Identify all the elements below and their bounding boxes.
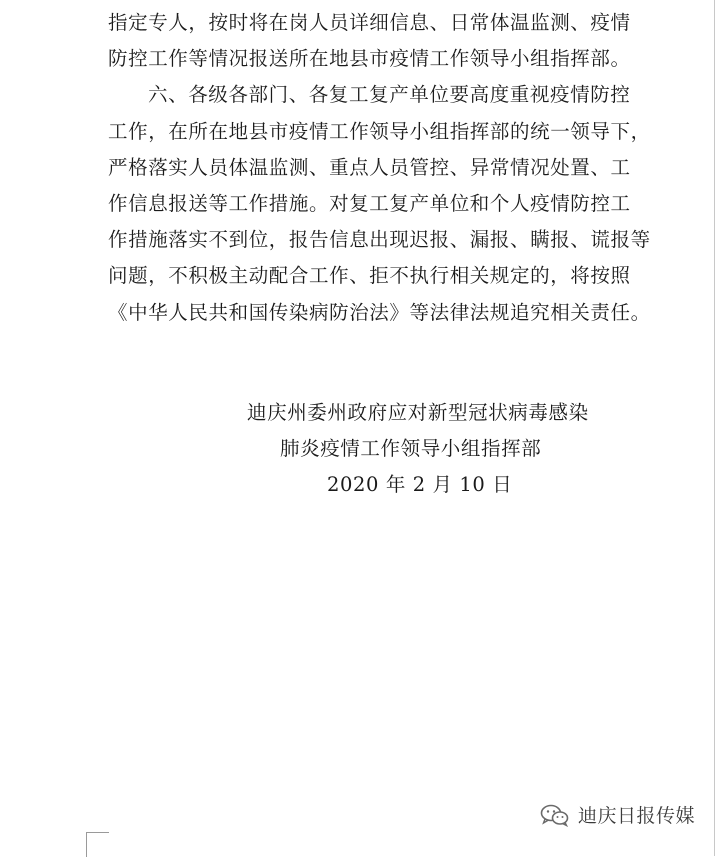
document-body: [108, 5, 651, 331]
body-line: 防控工作等情况报送所在地县市疫情工作领导小组指挥部。: [108, 47, 631, 71]
signature-org-line1: 迪庆州委州政府应对新型冠状病毒感染: [247, 401, 589, 424]
body-line: 作措施落实不到位，报告信息出现迟报、漏报、瞒报、谎报等: [108, 228, 651, 252]
body-line: 问题，不积极主动配合工作、拒不执行相关规定的，将按照: [108, 264, 631, 288]
watermark-text: 迪庆日报传媒: [577, 805, 695, 827]
body-line-paragraph-start: 六、各级各部门、各复工复产单位要高度重视疫情防控: [148, 83, 631, 107]
page-corner-mark: [86, 832, 109, 857]
page-edge-divider: [714, 0, 715, 856]
signature-org-line2: 肺炎疫情工作领导小组指挥部: [280, 437, 542, 461]
signature-date: 2020 年 2 月 10 日: [327, 473, 513, 497]
watermark: [540, 801, 695, 828]
body-line: 严格落实人员体温监测、重点人员管控、异常情况处置、工: [108, 155, 631, 179]
body-line: 作信息报送等工作措施。对复工复产单位和个人疫情防控工: [108, 192, 631, 216]
body-line: 指定专人，按时将在岗人员详细信息、日常体温监测、疫情: [108, 11, 631, 34]
body-line: 《中华人民共和国传染病防治法》等法律法规追究相关责任。: [108, 300, 651, 324]
body-line: 工作，在所在地县市疫情工作领导小组指挥部的统一领导下，: [108, 119, 651, 143]
wechat-icon: [540, 803, 570, 827]
signature-block: [230, 395, 610, 504]
